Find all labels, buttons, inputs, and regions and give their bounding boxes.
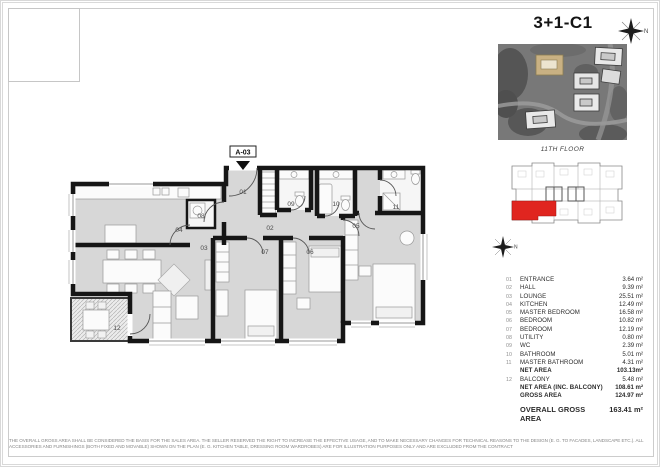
balcony-area	[71, 298, 130, 341]
building	[601, 69, 621, 84]
room-area: 4.31 m²	[622, 358, 643, 366]
page-title: 3+1-C1	[533, 13, 593, 32]
area-row	[506, 359, 643, 367]
room-name: BALCONY	[520, 375, 550, 383]
area-row	[506, 276, 643, 284]
logo-placeholder	[8, 8, 80, 82]
room-area: 2.39 m²	[622, 342, 643, 350]
balcony-table	[83, 310, 109, 330]
floor-key-plan	[506, 157, 628, 239]
site-aerial-photo	[498, 44, 627, 140]
room-number: 10	[506, 351, 512, 358]
room-area: 124.97 m²	[615, 392, 643, 400]
compass-icon	[490, 234, 520, 262]
room-number: 08	[506, 335, 512, 342]
kitchen-counter	[75, 186, 221, 199]
area-row	[506, 284, 643, 292]
area-table	[506, 276, 643, 423]
area-row	[506, 317, 643, 325]
round-chair	[400, 231, 414, 245]
disclaimer-text	[9, 438, 644, 450]
area-row	[506, 309, 643, 317]
room-number: 05	[506, 310, 512, 317]
area-row	[506, 342, 643, 350]
room-number: 02	[506, 285, 512, 292]
room-area: 16.58 m²	[618, 309, 643, 317]
room-area: 3.64 m²	[622, 276, 643, 283]
room-number: 11	[506, 359, 512, 366]
room-label-08: 08	[197, 213, 205, 220]
room-name: BATHROOM	[520, 350, 556, 358]
area-row	[506, 406, 643, 423]
compass-n-label: N	[514, 244, 518, 251]
area-row	[506, 376, 643, 384]
room-area: 5.01 m²	[622, 350, 643, 358]
area-row	[506, 392, 643, 400]
disclaimer-line-2: ACCESSORIES AND FURNISHINGS (BOTH FIXED AND MOVABLE) SHOWN ON THE PLAN (E. G. KITCHEN TABLE, DRESSING ROOM WARDROBES) ARE FOR ILLUSTRATION PURPOSES ONLY AND ARE EXCLUDED FROM THE CONTRACT	[9, 443, 513, 449]
room-area: 12.19 m²	[618, 325, 643, 333]
entrance-marker-label: A-03	[235, 149, 251, 157]
room-label-01: 01	[239, 189, 247, 196]
area-row	[506, 293, 643, 301]
room-label-07: 07	[261, 249, 269, 256]
kitchen-table	[105, 225, 136, 243]
room-label-09: 09	[287, 201, 295, 208]
room-label-02: 02	[266, 225, 274, 232]
room-name: OVERALL GROSS AREA	[520, 405, 586, 423]
room-label-11: 11	[392, 204, 400, 211]
disclaimer-line-1: THE OVERALL GROSS AREA SHALL BE CONSIDERED THE BASIS FOR THE SALES AREA. THE SELLER RESERVED THE RIGHT TO INCREASE THE EFFECTIVE USAGE, AND TO MAKE NECESSARY CHANGES FOR TECHNICAL REASONS TO THE DESIGN (E. G. TO FACADES, LANDSCAPE ETC.). ALL	[9, 438, 644, 443]
room-name: NET AREA (INC. BALCONY)	[520, 383, 603, 391]
room-area: 108.61 m²	[615, 383, 643, 391]
area-row	[506, 326, 643, 334]
area-row	[506, 351, 643, 359]
floor-plan-drawing	[53, 138, 483, 365]
room-number: 01	[506, 277, 512, 283]
bathtub	[319, 184, 332, 214]
room-name: LOUNGE	[520, 292, 547, 300]
area-row	[506, 301, 643, 309]
room-name: BEDROOM	[520, 325, 553, 333]
room-area: 9.39 m²	[622, 284, 643, 292]
area-row	[506, 384, 643, 392]
floor-caption: 11TH FLOOR	[540, 146, 585, 153]
room-label-10: 10	[332, 201, 340, 208]
room-number: 09	[506, 343, 512, 350]
room-area: 25.51 m²	[618, 292, 643, 300]
room-name: NET AREA	[520, 367, 552, 375]
room-name: GROSS AREA	[520, 392, 562, 400]
room-name: UTILITY	[520, 334, 544, 342]
area-row	[506, 334, 643, 342]
sofa	[153, 291, 171, 339]
room-area: 0.80 m²	[622, 334, 643, 342]
compass-n-label: N	[644, 29, 649, 35]
room-name: MASTER BATHROOM	[520, 358, 584, 366]
room-area: 5.48 m²	[622, 375, 643, 383]
area-row	[506, 367, 643, 375]
room-name: BEDROOM	[520, 317, 553, 325]
room-number: 06	[506, 318, 512, 325]
room-label-04: 04	[175, 227, 183, 234]
room-area: 10.82 m²	[618, 317, 643, 325]
room-label-05: 05	[352, 223, 360, 230]
room-label-12: 12	[113, 325, 121, 332]
dining-table	[103, 260, 161, 283]
room-name: MASTER BEDROOM	[520, 309, 580, 317]
room-number: 03	[506, 293, 512, 300]
room-area: 12.49 m²	[618, 300, 643, 308]
room-number: 04	[506, 301, 512, 308]
armchair	[176, 296, 198, 319]
room-name: WC	[520, 342, 531, 350]
room-area: 163.41 m²	[609, 405, 643, 415]
tv-unit	[205, 260, 211, 290]
room-name: HALL	[520, 284, 536, 292]
room-label-03: 03	[200, 245, 208, 252]
room-name: ENTRANCE	[520, 276, 555, 283]
room-area: 103.13m²	[616, 367, 643, 375]
room-name: KITCHEN	[520, 300, 548, 308]
room-number: 12	[506, 376, 512, 383]
room-number: 07	[506, 326, 512, 333]
room-label-06: 06	[306, 249, 314, 256]
